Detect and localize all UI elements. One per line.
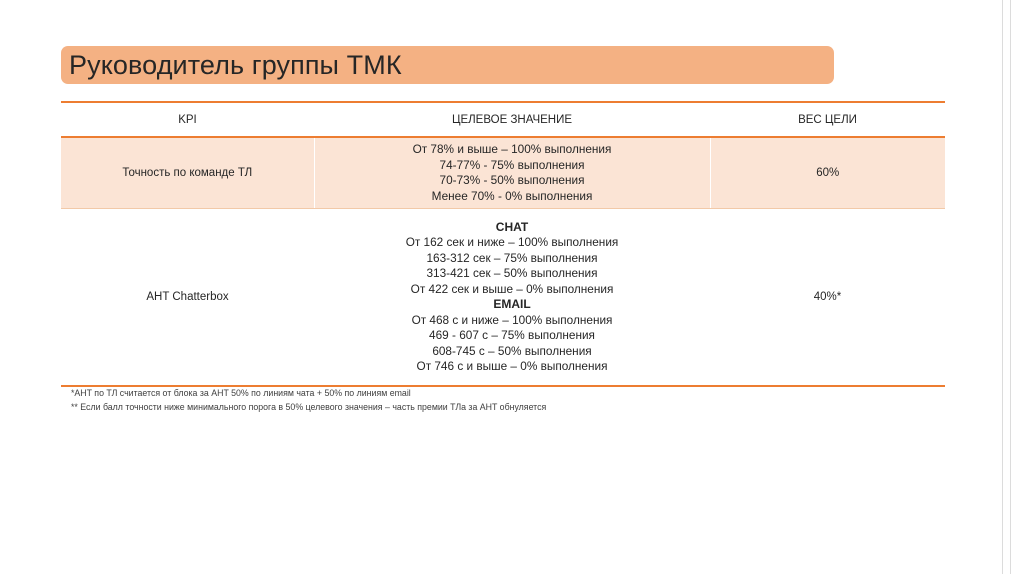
- kpi-cell-aht: AHT Chatterbox: [61, 209, 314, 387]
- target-line: От 422 сек и выше – 0% выполнения: [410, 281, 614, 296]
- title-bar: [61, 46, 834, 84]
- target-line: 313-421 сек – 50% выполнения: [426, 266, 598, 280]
- header-target: ЦЕЛЕВОЕ ЗНАЧЕНИЕ: [314, 102, 710, 137]
- page-edge-line: [1010, 0, 1011, 574]
- header-weight: ВЕС ЦЕЛИ: [710, 102, 945, 137]
- footnotes: [71, 387, 546, 414]
- table-header-row: [61, 102, 945, 137]
- target-line: От 468 с и ниже – 100% выполнения: [411, 312, 613, 327]
- target-line: От 746 с и выше – 0% выполнения: [416, 359, 608, 373]
- target-cell-accuracy: [314, 137, 710, 209]
- target-cell-aht: [314, 209, 710, 387]
- page-edge-line: [1002, 0, 1003, 574]
- table-row-accuracy: [61, 137, 945, 209]
- weight-cell-accuracy: 60%: [710, 137, 945, 209]
- target-line: От 78% и выше – 100% выполнения: [412, 142, 612, 156]
- target-line: От 162 сек и ниже – 100% выполнения: [405, 235, 619, 249]
- footnote: *AHT по ТЛ считается от блока за AHT 50% по линиям чата + 50% по линиям email: [71, 388, 411, 398]
- target-line: 70-73% - 50% выполнения: [439, 173, 585, 187]
- weight-cell-aht: 40%*: [710, 209, 945, 387]
- email-heading: EMAIL: [493, 297, 531, 311]
- target-line: 74-77% - 75% выполнения: [439, 157, 585, 172]
- page-title: Руководитель группы ТМК: [69, 49, 402, 80]
- target-line: Менее 70% - 0% выполнения: [431, 188, 593, 203]
- footnote: ** Если балл точности ниже минимального порога в 50% целевого значения – часть премии ТЛа за AHT обнуляется: [71, 401, 547, 412]
- table-row-aht: [61, 209, 945, 387]
- kpi-table: [61, 101, 945, 387]
- header-kpi: KPI: [61, 102, 314, 137]
- target-line: 163-312 сек – 75% выполнения: [426, 250, 598, 265]
- target-line: 608-745 с – 50% выполнения: [432, 343, 592, 358]
- page-edge-decoration: [998, 0, 1024, 574]
- kpi-cell-accuracy: Точность по команде ТЛ: [61, 137, 314, 209]
- target-line: 469 - 607 с – 75% выполнения: [429, 328, 595, 342]
- chat-heading: CHAT: [495, 219, 529, 234]
